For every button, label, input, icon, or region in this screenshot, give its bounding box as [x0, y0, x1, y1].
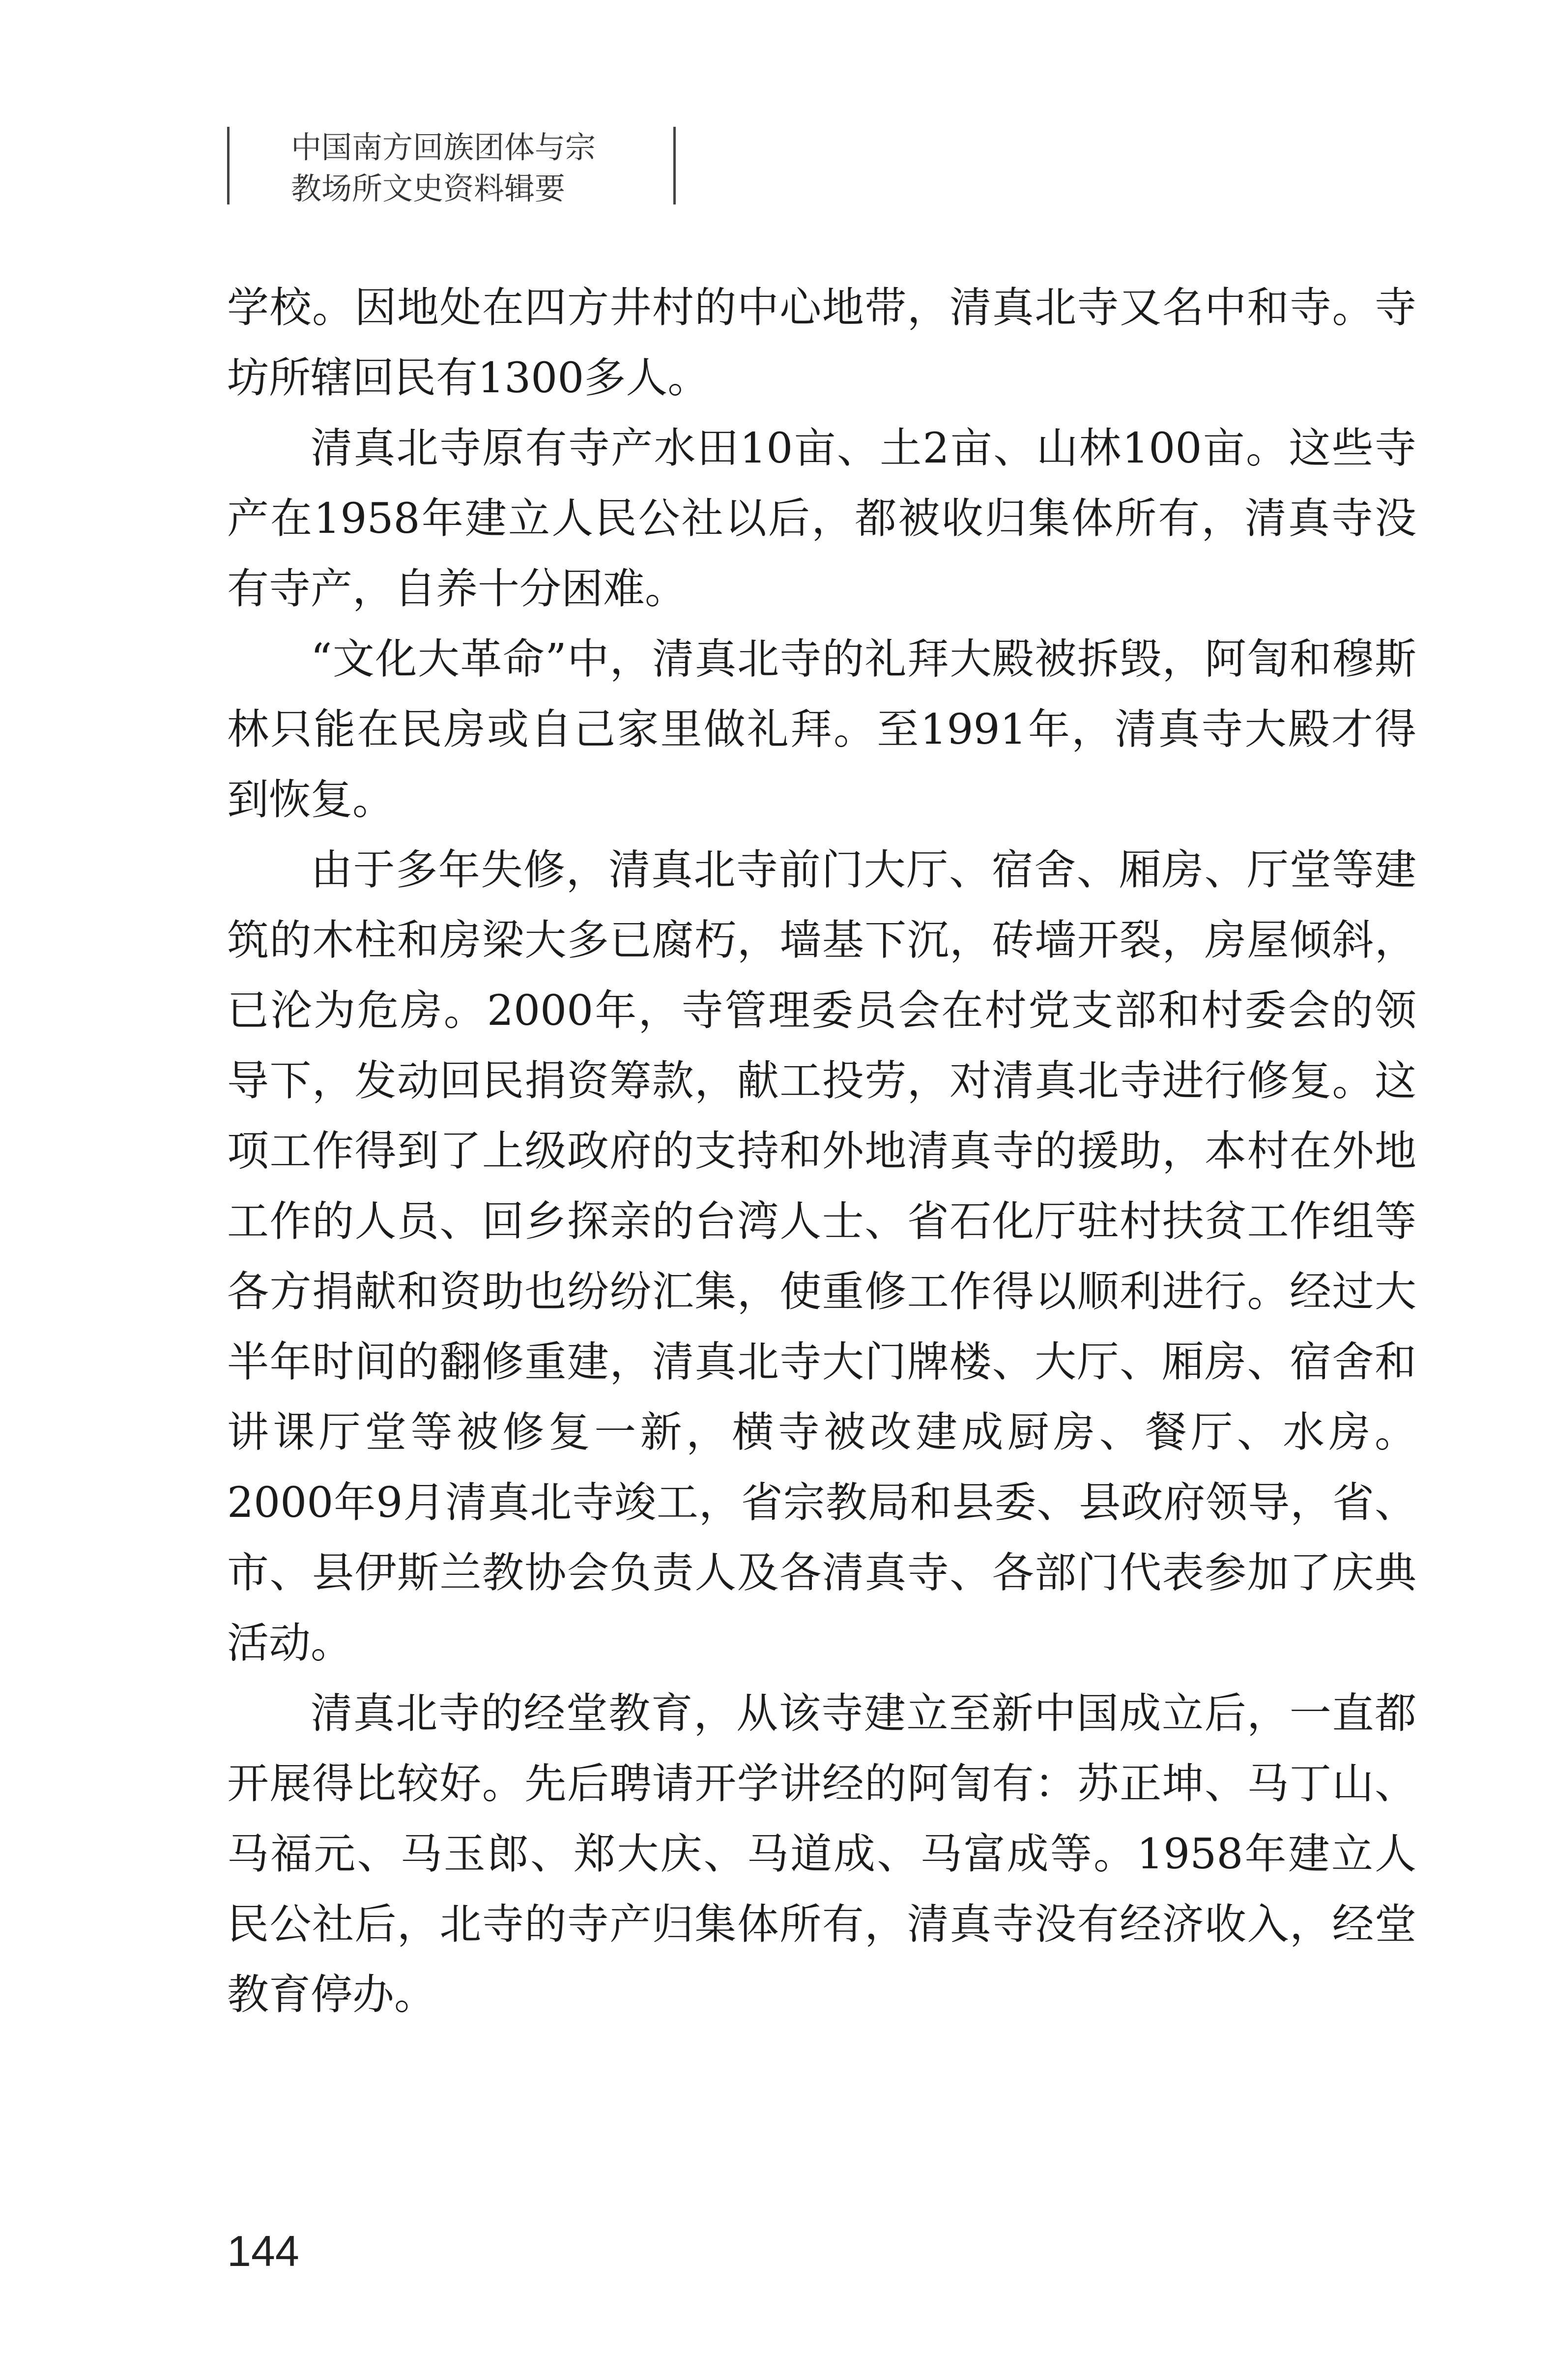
header-left-rule: [227, 127, 230, 204]
paragraph-4: 由于多年失修，清真北寺前门大厅、宿舍、厢房、厅堂等建筑的木柱和房梁大多已腐朽，墙基下沉，砖墙开裂，房屋倾斜，已沦为危房。2000年，寺管理委员会在村党支部和村委会的领导下，发动回民捐资筹款，献工投劳，对清真北寺进行修复。这项工作得到了上级政府的支持和外地清真寺的援助，本村在外地工作的人员、回乡探亲的台湾人士、省石化厅驻村扶贫工作组等各方捐献和资助也纷纷汇集，使重修工作得以顺利进行。经过大半年时间的翻修重建，清真北寺大门牌楼、大厅、厢房、宿舍和讲课厅堂等被修复一新，横寺被改建成厨房、餐厅、水房。2000年9月清真北寺竣工，省宗教局和县委、县政府领导，省、市、县伊斯兰教协会负责人及各清真寺、各部门代表参加了庆典活动。: [227, 846, 1416, 1668]
header-title-line-1: 中国南方回族团体与宗: [291, 129, 596, 165]
paragraph-3: “文化大革命”中，清真北寺的礼拜大殿被拆毁，阿訇和穆斯林只能在民房或自己家里做礼拜。至1991年，清真寺大殿才得到恢复。: [227, 635, 1416, 824]
header-right-rule: [673, 127, 676, 204]
running-header: [227, 127, 679, 205]
header-title-line-2: 教场所文史资料辑要: [291, 171, 566, 206]
body-text: [227, 273, 1416, 2030]
paragraph-5: 清真北寺的经堂教育，从该寺建立至新中国成立后，一直都开展得比较好。先后聘请开学讲经的阿訇有：苏正坤、马丁山、马福元、马玉郎、郑大庆、马道成、马富成等。1958年建立人民公社后，北寺的寺产归集体所有，清真寺没有经济收入，经堂教育停办。: [227, 1689, 1416, 2019]
header-title: [291, 127, 664, 209]
paragraph-1: 学校。因地处在四方井村的中心地带，清真北寺又名中和寺。寺坊所辖回民有1300多人。: [227, 284, 1416, 403]
paragraph-2: 清真北寺原有寺产水田10亩、土2亩、山林100亩。这些寺产在1958年建立人民公社以后，都被收归集体所有，清真寺没有寺产，自养十分困难。: [227, 424, 1416, 613]
page-number: 144: [227, 2227, 299, 2275]
